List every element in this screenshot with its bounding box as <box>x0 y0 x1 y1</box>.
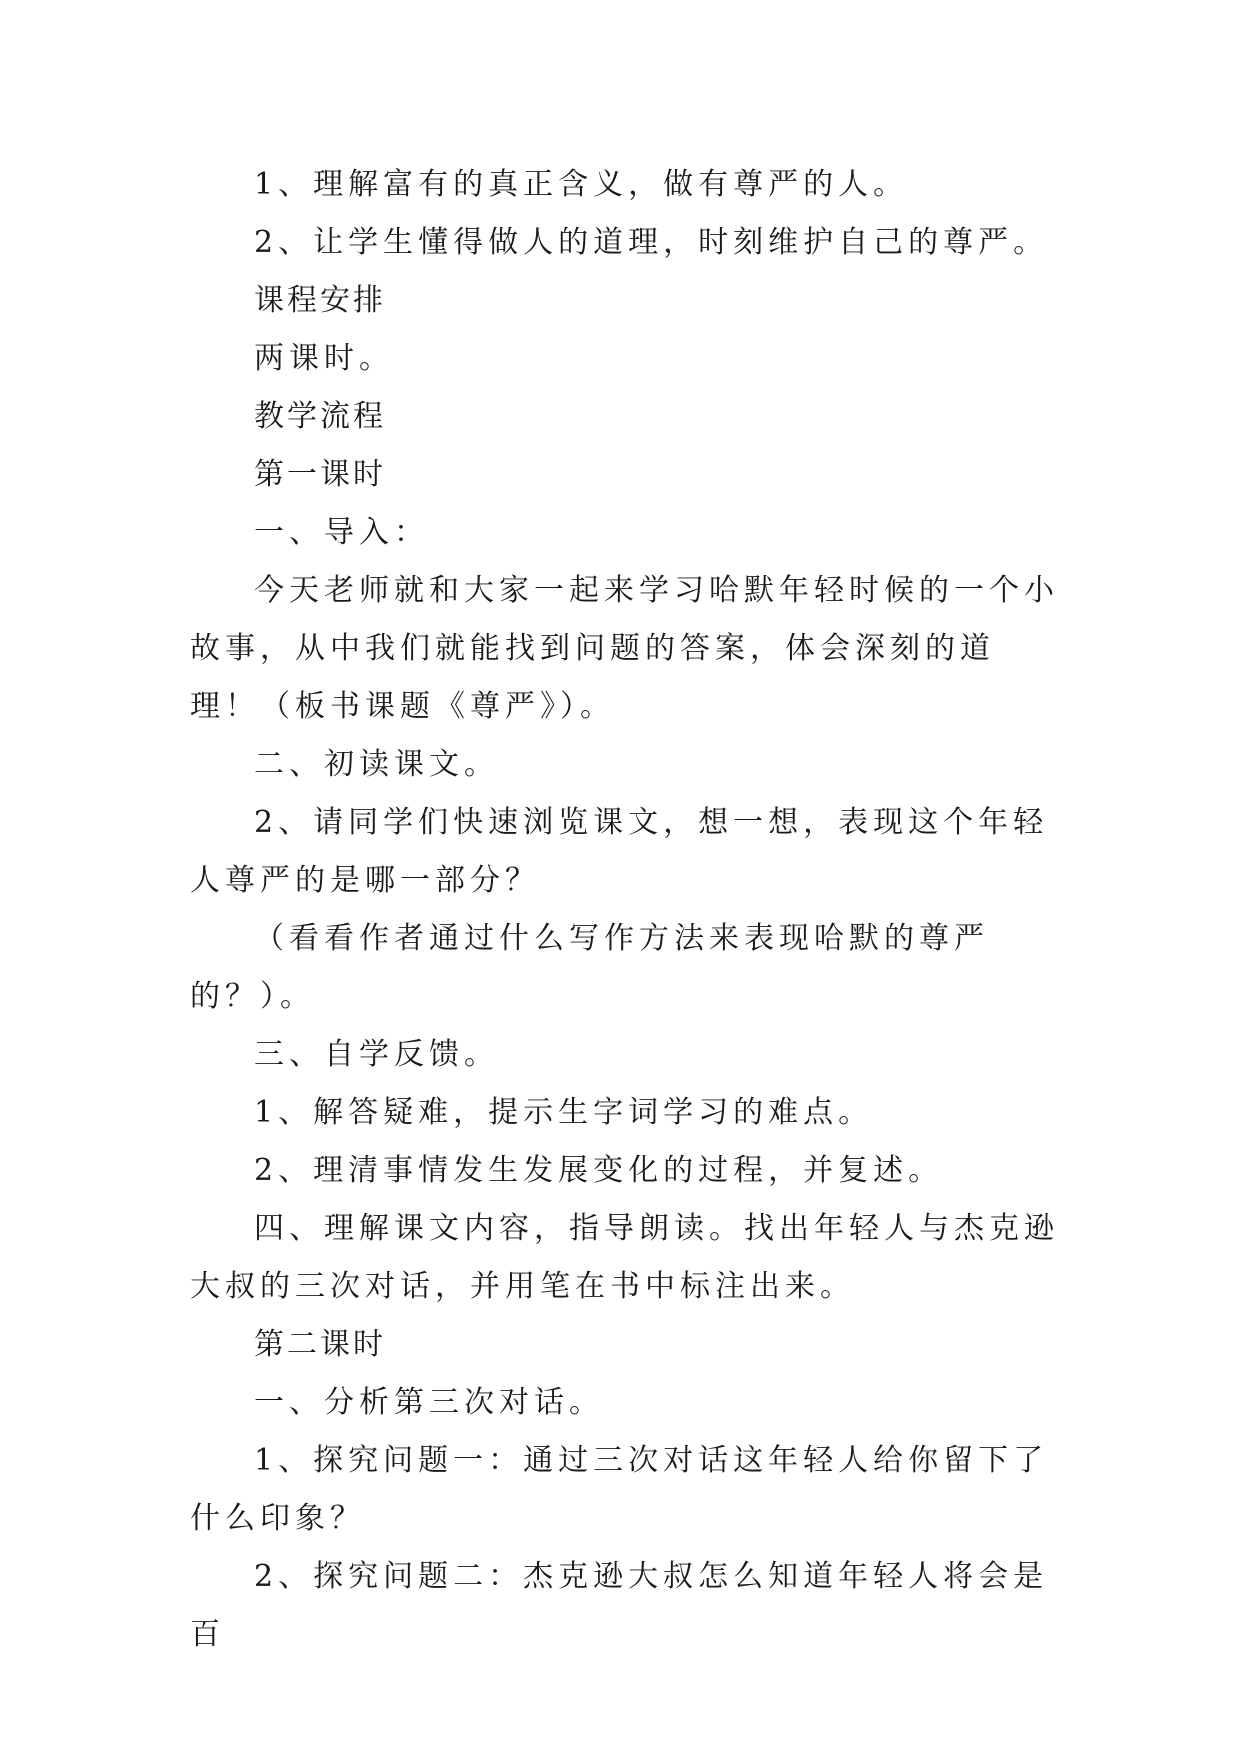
step-analysis: 一、分析第三次对话。 <box>254 1385 604 1420</box>
question-1: 1、探究问题一：通过三次对话这年轻人给你留下了什么印象？ <box>190 1443 1049 1536</box>
document-body <box>190 156 1060 1664</box>
section-heading-schedule: 课程安排 <box>254 283 386 318</box>
objective-1: 1、理解富有的真正含义，做有尊严的人。 <box>254 167 909 202</box>
section-heading-process: 教学流程 <box>254 399 386 434</box>
reading-note: （看看作者通过什么写作方法来表现哈默的尊严的？）。 <box>190 921 989 1014</box>
feedback-1: 1、解答疑难，提示生字词学习的难点。 <box>254 1095 874 1130</box>
step-intro-heading: 一、导入： <box>254 515 429 550</box>
objective-2: 2、让学生懂得做人的道理，时刻维护自己的尊严。 <box>254 225 1049 260</box>
question-2: 2、探究问题二：杰克逊大叔怎么知道年轻人将会是百 <box>190 1559 1049 1652</box>
step-first-reading: 二、初读课文。 <box>254 747 499 782</box>
intro-paragraph: 今天老师就和大家一起来学习哈默年轻时候的一个小故事，从中我们就能找到问题的答案，体会深刻的道理！（板书课题《尊严》）。 <box>190 573 1059 724</box>
feedback-2: 2、理清事情发生发展变化的过程，并复述。 <box>254 1153 944 1188</box>
step-feedback: 三、自学反馈。 <box>254 1037 499 1072</box>
lesson-2-heading: 第二课时 <box>254 1327 386 1362</box>
reading-task: 2、请同学们快速浏览课文，想一想，表现这个年轻人尊严的是哪一部分？ <box>190 805 1049 898</box>
step-understanding: 四、理解课文内容，指导朗读。找出年轻人与杰克逊大叔的三次对话，并用笔在书中标注出来。 <box>190 1211 1059 1304</box>
schedule-text: 两课时。 <box>254 341 394 376</box>
lesson-1-heading: 第一课时 <box>254 457 386 492</box>
